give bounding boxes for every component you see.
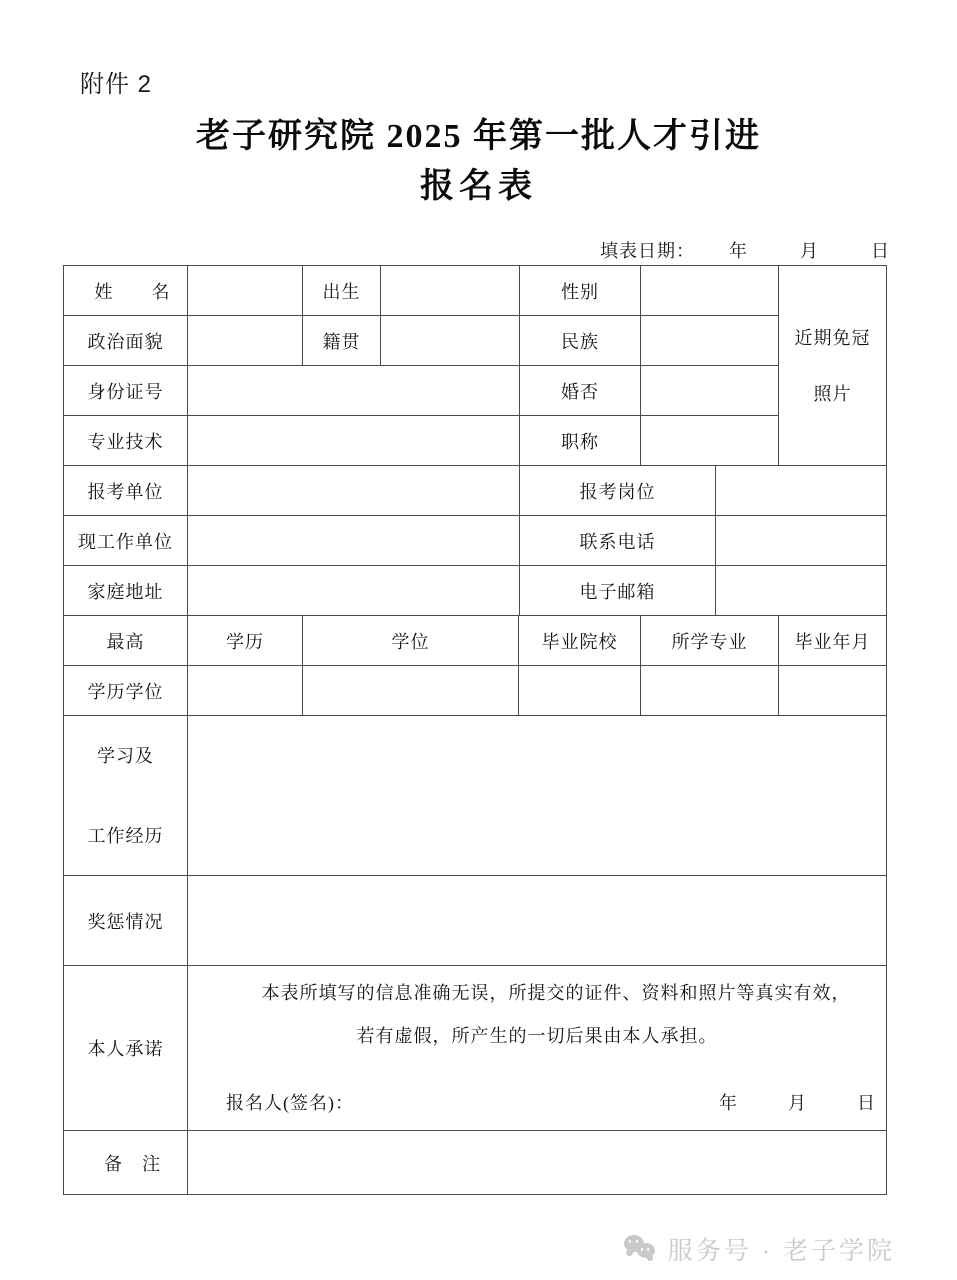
native-place-label: 籍贯 bbox=[303, 316, 381, 366]
page-title bbox=[0, 112, 957, 212]
education-degree-level-input-cell[interactable] bbox=[188, 666, 303, 716]
fill-date-label: 填表日期： bbox=[600, 241, 695, 261]
highest-education-label-bottom: 学历学位 bbox=[64, 666, 188, 716]
footer-brand-text: 服务号 · 老子学院 bbox=[667, 1237, 895, 1265]
title-rank-input-cell[interactable] bbox=[641, 416, 779, 466]
name-label: 姓 名 bbox=[64, 266, 188, 316]
education-column-school: 毕业院校 bbox=[519, 616, 641, 666]
education-column-degree-level: 学历 bbox=[188, 616, 303, 666]
education-major-input-cell[interactable] bbox=[641, 666, 779, 716]
marital-status-input-cell[interactable] bbox=[641, 366, 779, 416]
gender-label: 性别 bbox=[520, 266, 641, 316]
email-label: 电子邮箱 bbox=[520, 566, 716, 616]
wechat-icon bbox=[624, 1235, 658, 1263]
reward-punishment-label: 奖惩情况 bbox=[64, 876, 188, 966]
signature-month-unit: 月 bbox=[788, 1092, 807, 1113]
native-place-input-cell[interactable] bbox=[381, 316, 520, 366]
signature-line bbox=[188, 1082, 886, 1125]
table-row bbox=[64, 566, 887, 616]
email-input-cell[interactable] bbox=[716, 566, 887, 616]
experience-label-line-2: 工作经历 bbox=[87, 825, 164, 846]
gender-input-cell[interactable] bbox=[641, 266, 779, 316]
apply-unit-label: 报考单位 bbox=[64, 466, 188, 516]
photo-placeholder-cell[interactable] bbox=[779, 266, 887, 466]
pledge-content-cell bbox=[188, 966, 887, 1131]
political-status-label: 政治面貌 bbox=[64, 316, 188, 366]
ethnicity-label: 民族 bbox=[520, 316, 641, 366]
table-row bbox=[64, 666, 887, 716]
name-input-cell[interactable] bbox=[188, 266, 303, 316]
ethnicity-input-cell[interactable] bbox=[641, 316, 779, 366]
table-row bbox=[64, 516, 887, 566]
fill-date-year-unit: 年 bbox=[729, 241, 748, 261]
id-number-label: 身份证号 bbox=[64, 366, 188, 416]
fill-date-line bbox=[600, 237, 890, 263]
home-address-input-cell[interactable] bbox=[188, 566, 520, 616]
education-school-input-cell[interactable] bbox=[519, 666, 641, 716]
professional-tech-input-cell[interactable] bbox=[188, 416, 520, 466]
education-column-major: 所学专业 bbox=[641, 616, 779, 666]
attachment-label: 附件 2 bbox=[80, 71, 153, 98]
table-row bbox=[64, 1131, 887, 1195]
signature-year-unit: 年 bbox=[719, 1092, 738, 1113]
home-address-label: 家庭地址 bbox=[64, 566, 188, 616]
fill-date-month-unit: 月 bbox=[800, 241, 819, 261]
highest-education-label-top: 最高 bbox=[64, 616, 188, 666]
birth-label: 出生 bbox=[303, 266, 381, 316]
apply-post-label: 报考岗位 bbox=[520, 466, 716, 516]
remarks-label: 备 注 bbox=[64, 1131, 188, 1195]
title-line-1: 老子研究院 2025 年第一批人才引进 bbox=[196, 118, 761, 155]
table-row bbox=[64, 266, 887, 316]
current-unit-label: 现工作单位 bbox=[64, 516, 188, 566]
registration-form-table bbox=[63, 265, 887, 1195]
education-degree-input-cell[interactable] bbox=[303, 666, 519, 716]
table-row bbox=[64, 416, 887, 466]
experience-input-cell[interactable] bbox=[188, 716, 887, 876]
signature-day-unit: 日 bbox=[857, 1092, 876, 1113]
pledge-paragraph-1: 本表所填写的信息准确无误，所提交的证件、资料和照片等真实有效， bbox=[261, 982, 851, 1003]
reward-punishment-input-cell[interactable] bbox=[188, 876, 887, 966]
apply-unit-input-cell[interactable] bbox=[188, 466, 520, 516]
title-line-2: 报名表 bbox=[420, 168, 537, 205]
table-row bbox=[64, 316, 887, 366]
table-row bbox=[64, 466, 887, 516]
pledge-paragraph-2: 若有虚假，所产生的一切后果由本人承担。 bbox=[356, 1025, 718, 1046]
education-column-degree: 学位 bbox=[303, 616, 519, 666]
current-unit-input-cell[interactable] bbox=[188, 516, 520, 566]
pledge-label: 本人承诺 bbox=[64, 966, 188, 1131]
signature-label[interactable]: 报名人(签名)： bbox=[226, 1092, 354, 1113]
experience-label bbox=[64, 716, 188, 876]
education-column-graduation-date: 毕业年月 bbox=[779, 616, 887, 666]
id-number-input-cell[interactable] bbox=[188, 366, 520, 416]
marital-status-label: 婚否 bbox=[520, 366, 641, 416]
photo-line-1: 近期免冠 bbox=[794, 327, 871, 348]
footer-brand bbox=[0, 1231, 957, 1267]
table-row bbox=[64, 716, 887, 876]
fill-date-day-unit: 日 bbox=[871, 241, 890, 261]
experience-label-line-1: 学习及 bbox=[97, 745, 154, 766]
phone-label: 联系电话 bbox=[520, 516, 716, 566]
table-row bbox=[64, 876, 887, 966]
remarks-input-cell[interactable] bbox=[188, 1131, 887, 1195]
title-rank-label: 职称 bbox=[520, 416, 641, 466]
professional-tech-label: 专业技术 bbox=[64, 416, 188, 466]
table-row bbox=[64, 366, 887, 416]
table-row bbox=[64, 616, 887, 666]
photo-line-2: 照片 bbox=[813, 383, 852, 404]
table-row bbox=[64, 966, 887, 1131]
education-graduation-date-input-cell[interactable] bbox=[779, 666, 887, 716]
birth-input-cell[interactable] bbox=[381, 266, 520, 316]
political-status-input-cell[interactable] bbox=[188, 316, 303, 366]
apply-post-input-cell[interactable] bbox=[716, 466, 887, 516]
phone-input-cell[interactable] bbox=[716, 516, 887, 566]
